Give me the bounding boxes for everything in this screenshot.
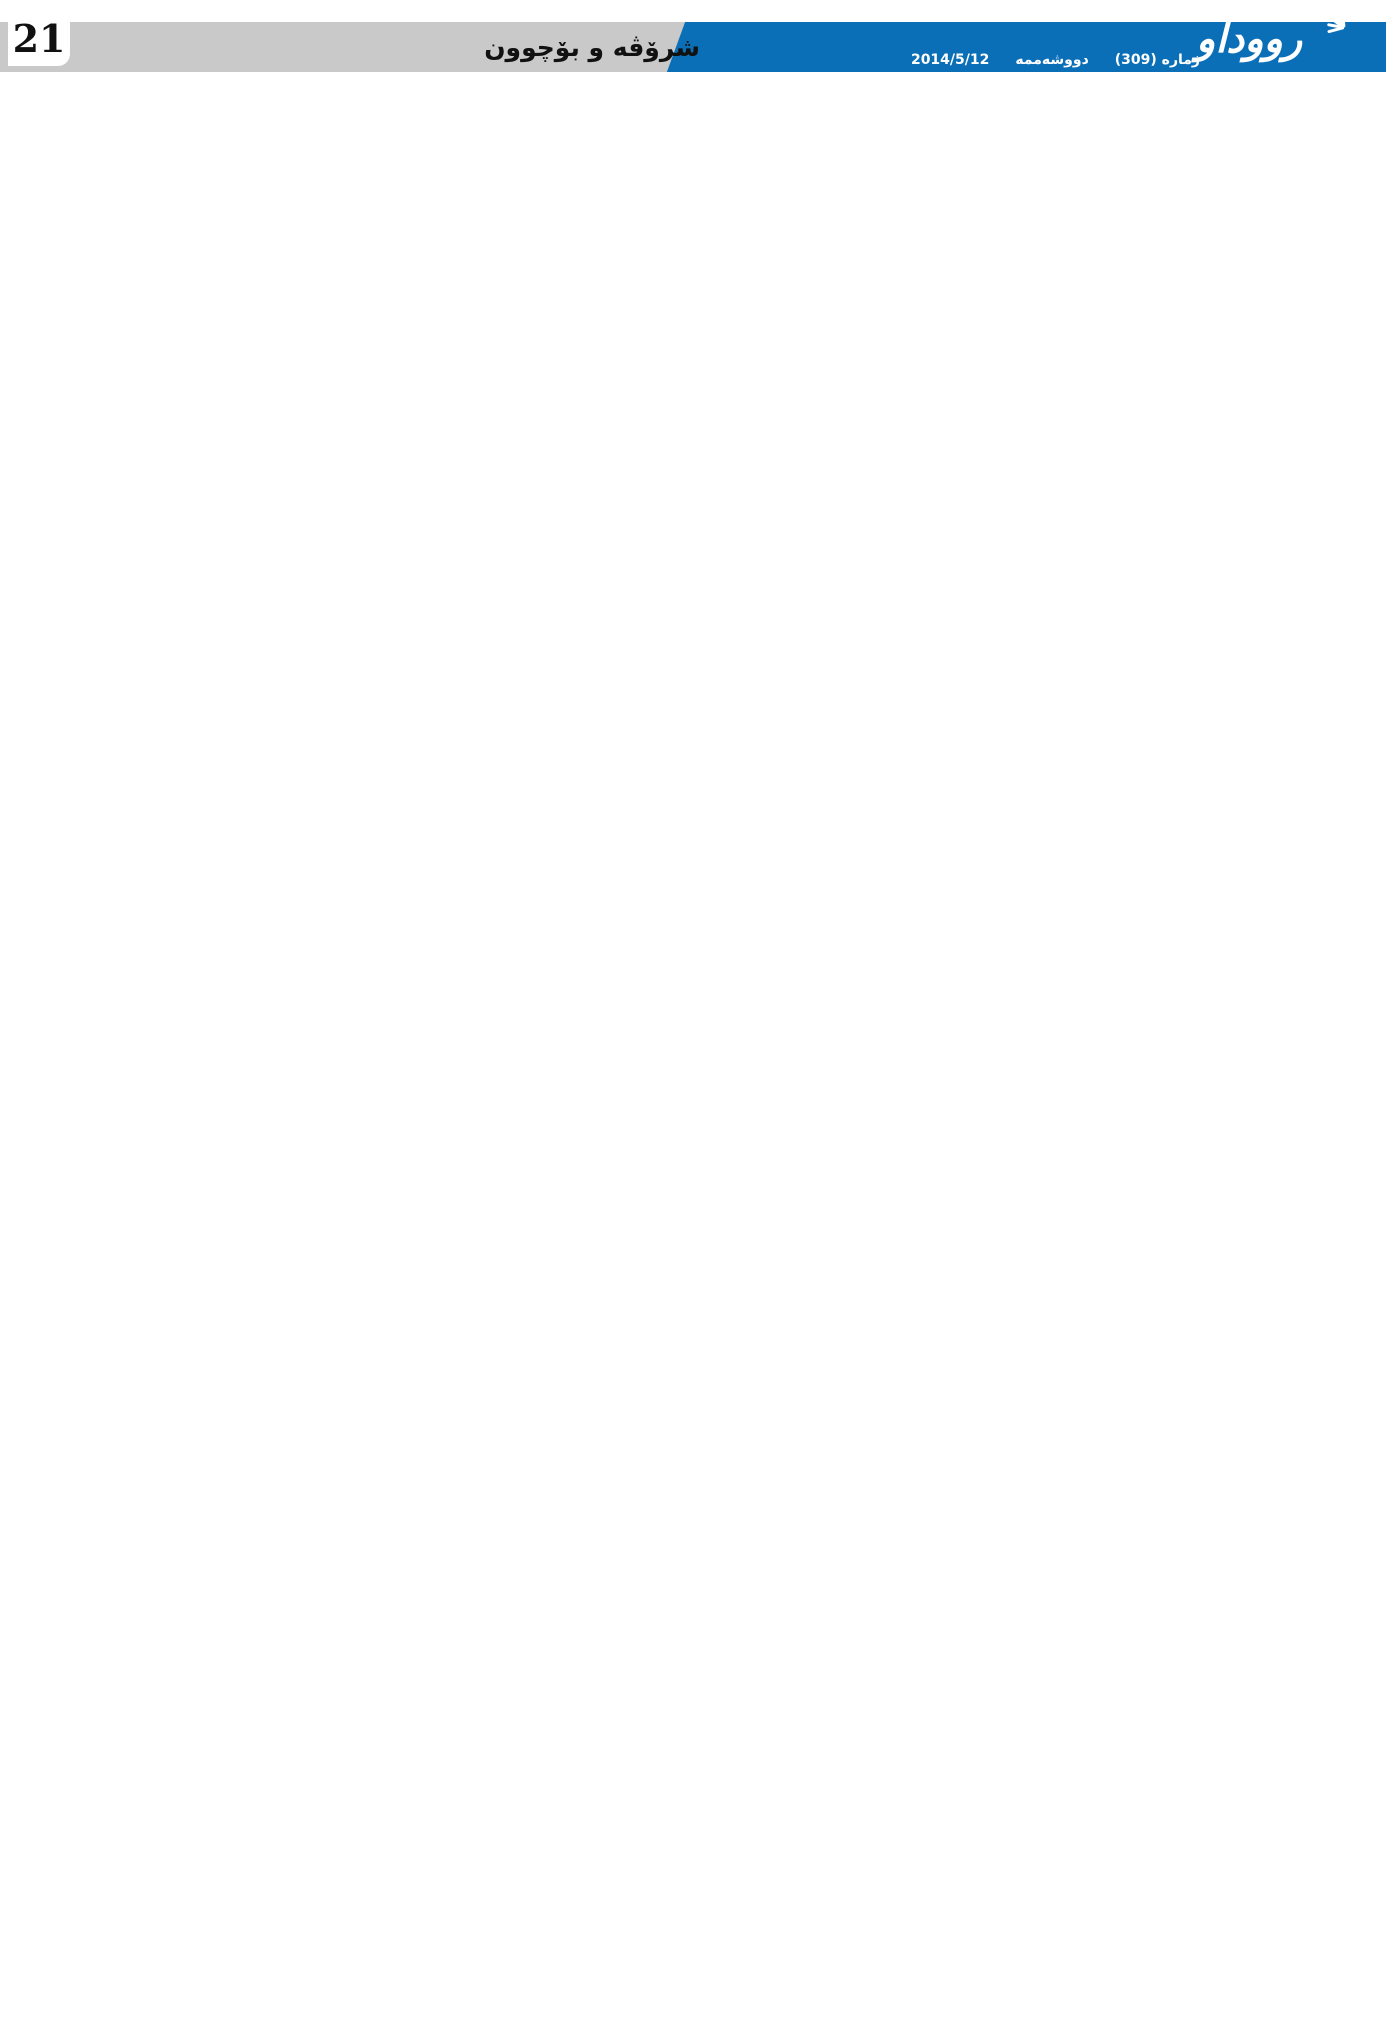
rudaw-logo[interactable] [1190, 4, 1380, 70]
weekday: دووشەممە [1015, 52, 1089, 68]
publication-date: 2014/5/12 [910, 52, 990, 68]
issue-number: ژمارە (309) [1114, 52, 1200, 68]
logo-wordmark: رووداو [1196, 16, 1303, 62]
page-number: 21 [8, 10, 70, 66]
section-title: شرۆڤە و بۆچوون [484, 32, 700, 62]
masthead-meta [700, 22, 1200, 72]
masthead [0, 0, 1386, 72]
sunburst-icon [1318, 6, 1374, 54]
